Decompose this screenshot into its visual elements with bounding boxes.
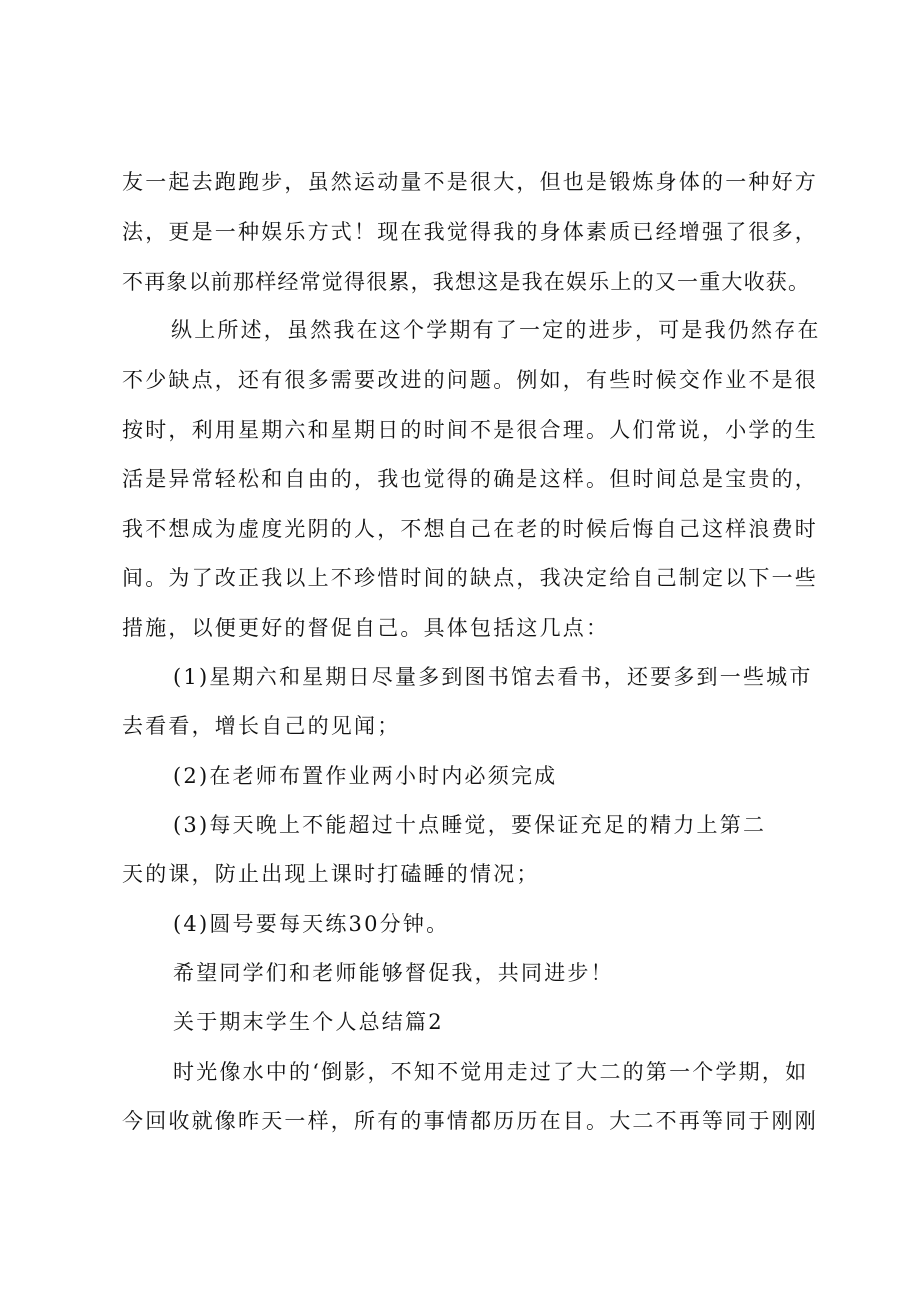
body-text-line: 今回收就像昨天一样，所有的事情都历历在目。大二不再等同于刚刚 — [122, 1109, 818, 1133]
list-item-1-continued: 去看看，增长自己的见闻； — [122, 714, 401, 738]
body-text-line: 措施，以便更好的督促自己。具体包括这几点： — [122, 616, 610, 640]
paragraph-first-line: 时光像水中的‘倒影，不知不觉用走过了大二的第一个学期，如 — [173, 1060, 809, 1084]
paragraph-first-line: 纵上所述，虽然我在这个学期有了一定的进步，可是我仍然存在 — [171, 318, 821, 342]
list-item-3: (3)每天晚上不能超过十点睡觉，要保证充足的精力上第二 — [173, 813, 767, 837]
list-item-4: (4)圆号要每天练30分钟。 — [173, 912, 450, 936]
list-item-2: (2)在老师布置作业两小时内必须完成 — [173, 764, 558, 788]
list-item-1: (1)星期六和星期日尽量多到图书馆去看书，还要多到一些城市 — [173, 665, 813, 689]
body-text-line: 我不想成为虚度光阴的人，不想自己在老的时候后悔自己这样浪费时 — [122, 517, 818, 541]
section-heading: 关于期末学生个人总结篇2 — [173, 1010, 444, 1034]
body-text-line: 不再象以前那样经常觉得很累，我想这是我在娱乐上的又一重大收获。 — [122, 270, 811, 294]
closing-line: 希望同学们和老师能够督促我，共同进步！ — [173, 961, 614, 985]
body-text-line: 活是异常轻松和自由的，我也觉得的确是这样。但时间总是宝贵的， — [122, 467, 818, 491]
body-text-line: 按时，利用星期六和星期日的时间不是很合理。人们常说，小学的生 — [122, 418, 818, 442]
body-text-line: 不少缺点，还有很多需要改进的问题。例如，有些时候交作业不是很 — [122, 368, 818, 392]
list-item-3-continued: 天的课，防止出现上课时打磕睡的情况； — [122, 862, 540, 886]
body-text-line: 法，更是一种娱乐方式！现在我觉得我的身体素质已经增强了很多， — [122, 220, 818, 244]
body-text-line: 友一起去跑跑步，虽然运动量不是很大，但也是锻炼身体的一种好方 — [122, 170, 818, 194]
body-text-line: 间。为了改正我以上不珍惜时间的缺点，我决定给自己制定以下一些 — [122, 566, 818, 590]
